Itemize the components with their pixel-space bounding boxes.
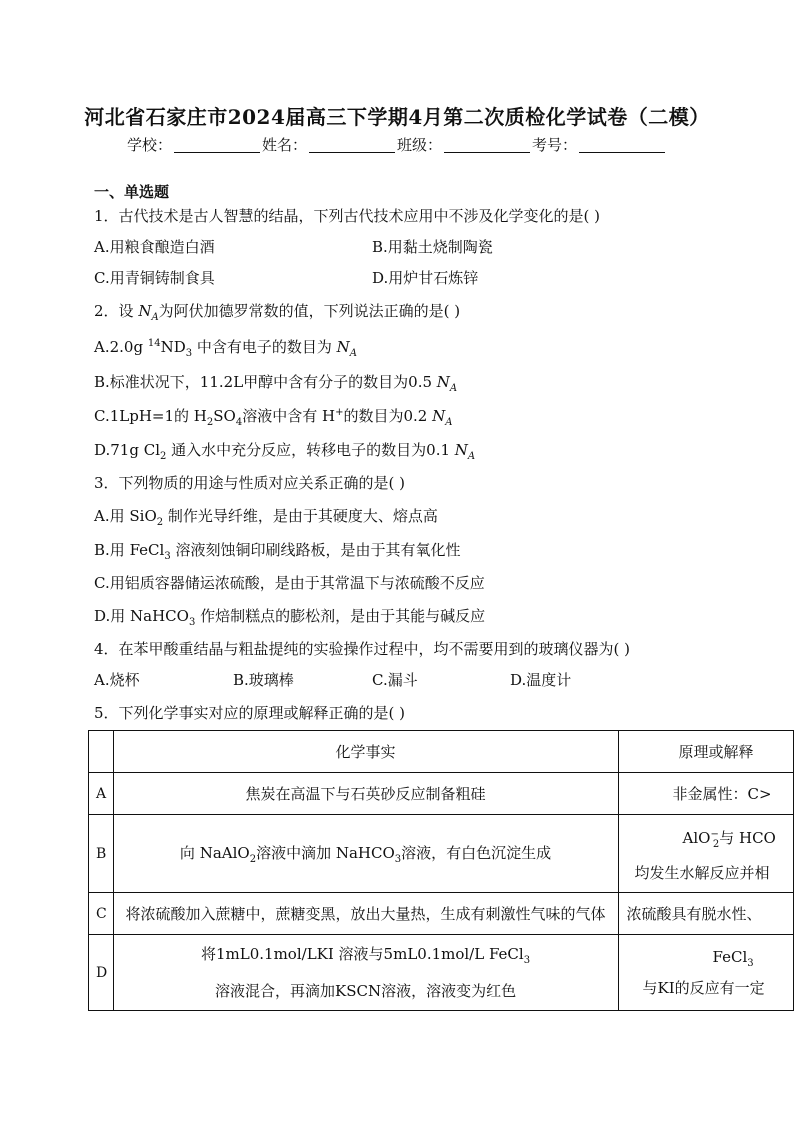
row-label: C <box>89 893 114 935</box>
row-reason: 非金属性：C> <box>618 773 793 815</box>
question-1-option-a: A.用粮食酿造白酒 <box>94 238 215 256</box>
question-3-option-c: C.用铝质容器储运浓硫酸，是由于其常温下与浓硫酸不反应 <box>94 574 485 592</box>
row-label: A <box>89 773 114 815</box>
row-fact: 焦炭在高温下与石英砂反应制备粗硅 <box>113 773 618 815</box>
table-header-reason: 原理或解释 <box>618 731 793 773</box>
class-blank[interactable] <box>444 138 530 153</box>
question-4-option-c: C.漏斗 <box>372 671 418 689</box>
question-4-option-b: B.玻璃棒 <box>233 671 294 689</box>
row-fact: 将浓硫酸加入蔗糖中，蔗糖变黑，放出大量热，生成有刺激性气味的气体 <box>113 893 618 935</box>
row-label: B <box>89 815 114 893</box>
question-4-option-d: D.温度计 <box>510 671 572 689</box>
question-2-stem: 2．设 $N_A$为阿伏加德罗常数的值，下列说法正确的是( ) <box>94 302 461 323</box>
question-2-option-d: D.71g $Cl_2$ 通入水中充分反应，转移电子的数目为0.1 $N_A$ <box>94 441 476 462</box>
question-2-option-b: B.标准状况下，11.2L甲醇中含有分子的数目为0.5 $N_A$ <box>94 373 458 394</box>
name-label: 姓名： <box>261 136 307 154</box>
table-header-fact: 化学事实 <box>113 731 618 773</box>
question-4-option-a: A.烧杯 <box>94 671 140 689</box>
section-heading: 一、单选题 <box>94 183 170 201</box>
question-1-option-b: B.用黏土烧制陶瓷 <box>372 238 493 256</box>
table-row <box>89 773 794 815</box>
table-row <box>89 893 794 935</box>
row-reason: 浓硫酸具有脱水性、 <box>618 893 793 935</box>
table-row <box>89 815 794 893</box>
question-1-option-d: D.用炉甘石炼锌 <box>372 269 479 287</box>
question-3-option-a: A.用 SiO$_2$ 制作光导纤维，是由于其硬度大、熔点高 <box>94 507 438 528</box>
name-blank[interactable] <box>309 138 395 153</box>
question-2-option-c: C.1LpH=1的 $H_2SO_4$溶液中含有 H+的数目为0.2 $N_A$ <box>94 407 453 428</box>
table-header-blank <box>89 731 114 773</box>
question-1-stem: 1．古代技术是古人智慧的结晶，下列古代技术应用中不涉及化学变化的是( ) <box>94 207 601 225</box>
question-5-table <box>88 730 794 1011</box>
question-5-stem: 5．下列化学事实对应的原理或解释正确的是( ) <box>94 704 406 722</box>
question-3-option-d: D.用 NaHCO$_3$ 作焙制糕点的膨松剂，是由于其能与碱反应 <box>94 607 486 628</box>
row-label: D <box>89 935 114 1011</box>
avogadro-symbol: $N_A$ <box>138 302 159 323</box>
question-2-option-a: A.2.0g $^{14}ND_3$ 中含有电子的数目为 $N_A$ <box>94 338 358 359</box>
question-1-option-c: C.用青铜铸制食具 <box>94 269 215 287</box>
question-3-option-b: B.用 FeCl$_3$ 溶液刻蚀铜印刷线路板，是由于其有氧化性 <box>94 541 461 562</box>
class-label: 班级： <box>397 136 443 154</box>
question-4-stem: 4．在苯甲酸重结晶与粗盐提纯的实验操作过程中，均不需要用到的玻璃仪器为( ) <box>94 640 631 658</box>
table-row <box>89 935 794 1011</box>
table-header-row <box>89 731 794 773</box>
page-title: 河北省石家庄市2024届高三下学期4月第二次质检化学试卷（二模） <box>84 105 710 129</box>
number-label: 考号： <box>532 136 578 154</box>
question-3-stem: 3．下列物质的用途与性质对应关系正确的是( ) <box>94 474 406 492</box>
row-fact: 将1mL0.1mol/LKI 溶液与5mL0.1mol/L FeCl$_3$ 溶液混合，再滴加KSCN溶液，溶液变为红色 <box>113 935 618 1011</box>
row-reason: FeCl$_3$ 与KI的反应有一定 <box>618 935 793 1011</box>
school-blank[interactable] <box>174 138 260 153</box>
row-reason: AlO−$_2$与 HCO 均发生水解反应并相 <box>618 815 793 893</box>
school-label: 学校： <box>126 136 172 154</box>
row-fact: 向 NaAlO$_2$溶液中滴加 NaHCO$_3$溶液，有白色沉淀生成 <box>113 815 618 893</box>
student-info-line <box>0 134 794 155</box>
number-blank[interactable] <box>579 138 665 153</box>
